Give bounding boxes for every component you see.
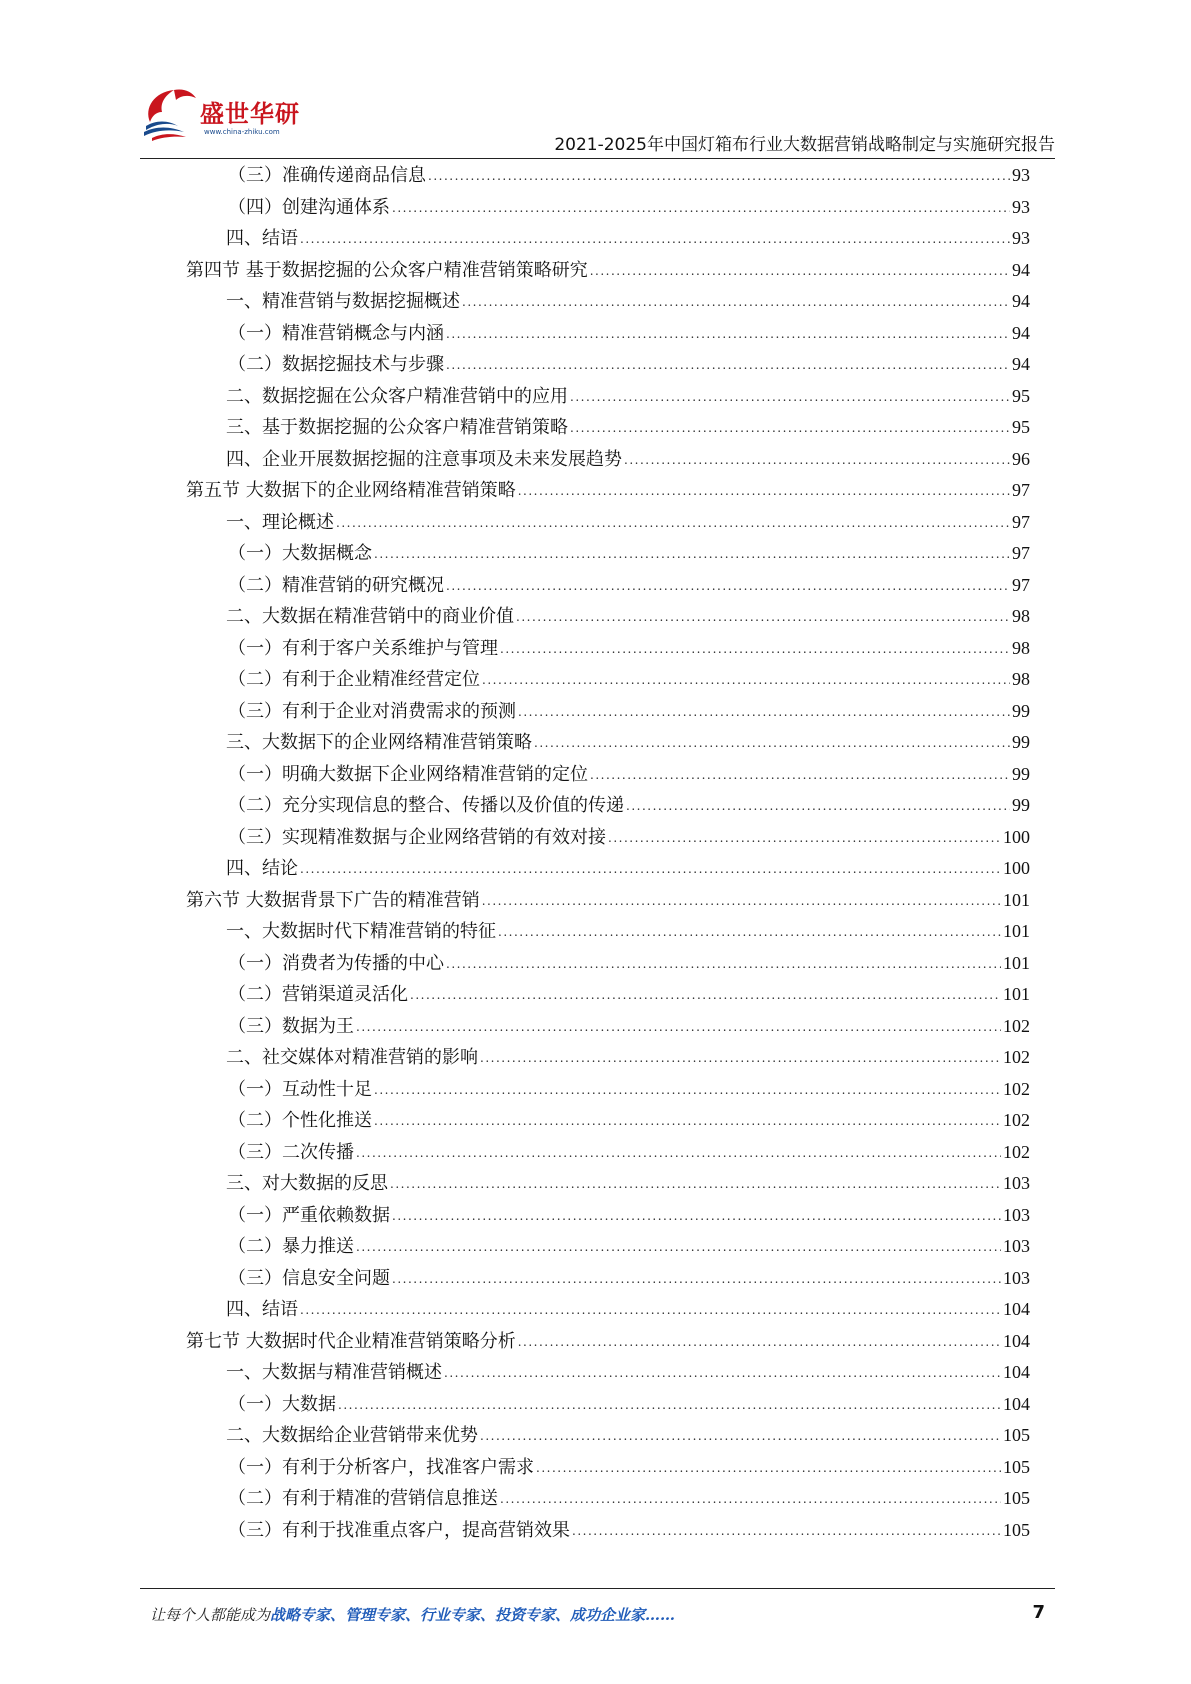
toc-entry-title: （三）二次传播 xyxy=(228,1141,354,1163)
toc-entry[interactable] xyxy=(186,1357,1030,1389)
page-number: 7 xyxy=(1032,1602,1045,1623)
toc-entry-title: （二）个性化推送 xyxy=(228,1110,372,1131)
toc-entry-page: 102 xyxy=(1003,1141,1030,1162)
toc-dot-leader xyxy=(410,980,1001,1012)
toc-entry-title: 四、企业开展数据挖掘的注意事项及未来发展趋势 xyxy=(226,448,622,470)
toc-dot-leader xyxy=(624,445,1010,477)
toc-entry-page: 93 xyxy=(1012,228,1030,248)
toc-entry[interactable] xyxy=(186,223,1030,255)
toc-entry-page: 100 xyxy=(1003,858,1030,878)
footer-slogan xyxy=(150,1604,675,1625)
toc-entry-page: 105 xyxy=(1003,1488,1030,1508)
toc-entry-title: 第四节 基于数据挖掘的公众客户精准营销策略研究 xyxy=(186,259,588,281)
toc-entry-title: （三）准确传递商品信息 xyxy=(228,165,426,186)
page-footer xyxy=(150,1604,1045,1634)
toc-dot-leader xyxy=(500,1484,1001,1516)
toc-entry-page: 97 xyxy=(1012,543,1030,563)
toc-entry-page: 94 xyxy=(1012,259,1030,280)
logo-url: www.china-zhiku.com xyxy=(204,128,280,136)
toc-entry-title: 三、对大数据的反思 xyxy=(226,1173,388,1194)
toc-dot-leader xyxy=(570,382,1010,414)
toc-entry[interactable] xyxy=(186,1326,1030,1358)
toc-entry-page: 105 xyxy=(1003,1425,1030,1445)
toc-entry-title: 一、理论概述 xyxy=(226,511,334,533)
toc-entry[interactable] xyxy=(186,1105,1030,1137)
toc-entry-page: 94 xyxy=(1012,291,1030,311)
toc-entry[interactable] xyxy=(186,381,1030,413)
toc-entry[interactable] xyxy=(186,1011,1030,1043)
toc-entry[interactable] xyxy=(186,853,1030,885)
logo-emblem-icon xyxy=(140,82,202,144)
toc-entry-title: （一）严重依赖数据 xyxy=(228,1204,390,1226)
toc-entry-page: 95 xyxy=(1012,385,1030,406)
toc-dot-leader xyxy=(446,949,1001,981)
toc-dot-leader xyxy=(534,728,1010,760)
toc-dot-leader xyxy=(518,476,1010,508)
toc-entry-title: （三）实现精准数据与企业网络营销的有效对接 xyxy=(228,826,606,848)
table-of-contents xyxy=(186,160,1030,1546)
toc-entry-page: 101 xyxy=(1003,889,1030,910)
toc-entry-title: （一）大数据 xyxy=(228,1393,336,1415)
toc-dot-leader xyxy=(500,634,1010,666)
toc-dot-leader xyxy=(446,319,1010,351)
toc-dot-leader xyxy=(390,1169,1001,1201)
toc-dot-leader xyxy=(300,224,1010,256)
toc-entry-title: 二、大数据在精准营销中的商业价值 xyxy=(226,606,514,627)
toc-entry[interactable] xyxy=(186,1200,1030,1232)
toc-dot-leader xyxy=(480,1421,1001,1453)
toc-dot-leader xyxy=(374,1075,1001,1107)
toc-entry-title: 第六节 大数据背景下广告的精准营销 xyxy=(186,889,480,911)
toc-entry-title: （一）大数据概念 xyxy=(228,543,372,564)
toc-entry[interactable] xyxy=(186,885,1030,917)
toc-entry-title: （二）暴力推送 xyxy=(228,1236,354,1257)
toc-entry[interactable] xyxy=(186,1294,1030,1326)
toc-entry-title: （二）充分实现信息的整合、传播以及价值的传递 xyxy=(228,795,624,816)
toc-entry[interactable] xyxy=(186,318,1030,350)
toc-entry[interactable] xyxy=(186,1263,1030,1295)
toc-entry-title: 四、结语 xyxy=(226,228,298,249)
toc-entry[interactable] xyxy=(186,727,1030,759)
toc-entry-page: 98 xyxy=(1012,669,1030,689)
toc-entry[interactable] xyxy=(186,1420,1030,1452)
toc-dot-leader xyxy=(374,539,1010,571)
toc-entry-page: 101 xyxy=(1003,921,1030,941)
toc-entry-title: （三）有利于企业对消费需求的预测 xyxy=(228,700,516,722)
toc-dot-leader xyxy=(608,823,1001,855)
toc-entry-page: 103 xyxy=(1003,1173,1030,1193)
toc-entry-title: （一）明确大数据下企业网络精准营销的定位 xyxy=(228,763,588,785)
toc-entry[interactable] xyxy=(186,286,1030,318)
toc-entry[interactable] xyxy=(186,759,1030,791)
toc-entry-title: （一）有利于分析客户，找准客户需求 xyxy=(228,1456,534,1478)
toc-dot-leader xyxy=(444,1358,1001,1390)
toc-dot-leader xyxy=(572,1516,1001,1548)
toc-entry-title: （二）有利于企业精准经营定位 xyxy=(228,669,480,690)
toc-dot-leader xyxy=(392,1264,1001,1296)
toc-entry-page: 93 xyxy=(1012,196,1030,217)
toc-entry[interactable] xyxy=(186,412,1030,444)
toc-entry-title: （二）精准营销的研究概况 xyxy=(228,574,444,596)
toc-entry[interactable] xyxy=(186,192,1030,224)
toc-entry-page: 103 xyxy=(1003,1204,1030,1225)
toc-dot-leader xyxy=(336,508,1010,540)
toc-entry-title: 二、社交媒体对精准营销的影响 xyxy=(226,1047,478,1068)
toc-dot-leader xyxy=(498,917,1001,949)
toc-entry[interactable] xyxy=(186,507,1030,539)
toc-entry[interactable] xyxy=(186,1452,1030,1484)
toc-entry-page: 98 xyxy=(1012,637,1030,658)
toc-dot-leader xyxy=(570,413,1010,445)
toc-dot-leader xyxy=(590,760,1010,792)
toc-entry-page: 94 xyxy=(1012,322,1030,343)
toc-entry[interactable] xyxy=(186,1074,1030,1106)
toc-entry-page: 104 xyxy=(1003,1299,1030,1319)
company-logo xyxy=(140,82,320,144)
toc-entry-title: （一）精准营销概念与内涵 xyxy=(228,322,444,344)
toc-entry-title: 三、大数据下的企业网络精准营销策略 xyxy=(226,732,532,753)
toc-entry[interactable] xyxy=(186,664,1030,696)
toc-dot-leader xyxy=(482,886,1001,918)
toc-dot-leader xyxy=(428,161,1010,193)
toc-entry-title: 第七节 大数据时代企业精准营销策略分析 xyxy=(186,1330,516,1352)
toc-entry-title: （二）有利于精准的营销信息推送 xyxy=(228,1488,498,1509)
toc-entry-title: 一、大数据时代下精准营销的特征 xyxy=(226,921,496,942)
toc-entry-page: 97 xyxy=(1012,574,1030,595)
toc-dot-leader xyxy=(356,1138,1001,1170)
toc-dot-leader xyxy=(446,350,1010,382)
toc-entry-page: 99 xyxy=(1012,700,1030,721)
toc-entry-title: 三、基于数据挖掘的公众客户精准营销策略 xyxy=(226,417,568,438)
footer-slogan-highlight: 战略专家、管理专家、行业专家、投资专家、成功企业家…… xyxy=(270,1606,676,1624)
toc-entry-title: （三）信息安全问题 xyxy=(228,1267,390,1289)
toc-dot-leader xyxy=(518,697,1010,729)
report-title: 2021-2025年中国灯箱布行业大数据营销战略制定与实施研究报告 xyxy=(554,135,1055,155)
toc-entry-title: （二）营销渠道灵活化 xyxy=(228,984,408,1005)
toc-entry-title: 四、结论 xyxy=(226,858,298,879)
toc-entry-title: 二、数据挖掘在公众客户精准营销中的应用 xyxy=(226,385,568,407)
toc-entry-title: 四、结语 xyxy=(226,1299,298,1320)
toc-entry-page: 94 xyxy=(1012,354,1030,374)
toc-entry[interactable] xyxy=(186,916,1030,948)
toc-entry-page: 102 xyxy=(1003,1047,1030,1067)
toc-entry[interactable] xyxy=(186,570,1030,602)
toc-entry[interactable] xyxy=(186,160,1030,192)
toc-entry[interactable] xyxy=(186,601,1030,633)
toc-dot-leader xyxy=(392,1201,1001,1233)
toc-entry-page: 103 xyxy=(1003,1236,1030,1256)
toc-dot-leader xyxy=(356,1232,1001,1264)
toc-entry[interactable] xyxy=(186,349,1030,381)
toc-entry-title: （三）有利于找准重点客户，提高营销效果 xyxy=(228,1519,570,1541)
footer-slogan-prefix: 让每个人都能成为 xyxy=(150,1606,271,1624)
logo-name: 盛世华研 xyxy=(200,100,300,128)
toc-dot-leader xyxy=(446,571,1010,603)
toc-dot-leader xyxy=(374,1106,1001,1138)
toc-entry-page: 103 xyxy=(1003,1267,1030,1288)
toc-entry[interactable] xyxy=(186,822,1030,854)
toc-entry-title: 第五节 大数据下的企业网络精准营销策略 xyxy=(186,480,516,501)
footer-divider xyxy=(140,1588,1055,1589)
toc-entry[interactable] xyxy=(186,1168,1030,1200)
toc-entry[interactable] xyxy=(186,1515,1030,1547)
toc-entry-page: 105 xyxy=(1003,1519,1030,1540)
toc-entry[interactable] xyxy=(186,1483,1030,1515)
toc-entry[interactable] xyxy=(186,948,1030,980)
toc-entry-title: （一）有利于客户关系维护与管理 xyxy=(228,637,498,659)
toc-entry[interactable] xyxy=(186,475,1030,507)
toc-entry-page: 101 xyxy=(1003,952,1030,973)
toc-dot-leader xyxy=(356,1012,1001,1044)
toc-entry-page: 104 xyxy=(1003,1393,1030,1414)
toc-entry-page: 99 xyxy=(1012,795,1030,815)
toc-entry[interactable] xyxy=(186,1137,1030,1169)
toc-entry-title: 二、大数据给企业营销带来优势 xyxy=(226,1425,478,1446)
toc-dot-leader xyxy=(590,256,1010,288)
toc-dot-leader xyxy=(482,665,1010,697)
toc-entry[interactable] xyxy=(186,633,1030,665)
toc-entry-page: 97 xyxy=(1012,511,1030,532)
toc-entry[interactable] xyxy=(186,444,1030,476)
toc-entry[interactable] xyxy=(186,696,1030,728)
toc-dot-leader xyxy=(300,1295,1001,1327)
toc-entry-page: 99 xyxy=(1012,763,1030,784)
toc-entry[interactable] xyxy=(186,255,1030,287)
toc-dot-leader xyxy=(392,193,1010,225)
toc-dot-leader xyxy=(536,1453,1001,1485)
toc-dot-leader xyxy=(626,791,1010,823)
toc-entry[interactable] xyxy=(186,979,1030,1011)
toc-entry-page: 95 xyxy=(1012,417,1030,437)
header-divider xyxy=(140,158,1055,159)
toc-entry-page: 102 xyxy=(1003,1078,1030,1099)
toc-entry-page: 104 xyxy=(1003,1330,1030,1351)
toc-entry-title: （一）互动性十足 xyxy=(228,1078,372,1100)
toc-entry-title: （三）数据为王 xyxy=(228,1015,354,1037)
toc-entry-page: 102 xyxy=(1003,1110,1030,1130)
toc-entry-page: 105 xyxy=(1003,1456,1030,1477)
page-header xyxy=(140,80,1055,162)
toc-entry-page: 102 xyxy=(1003,1015,1030,1036)
toc-entry-page: 100 xyxy=(1003,826,1030,847)
toc-dot-leader xyxy=(338,1390,1001,1422)
toc-entry-title: 一、精准营销与数据挖掘概述 xyxy=(226,291,460,312)
toc-entry[interactable] xyxy=(186,1389,1030,1421)
toc-entry[interactable] xyxy=(186,538,1030,570)
toc-dot-leader xyxy=(516,602,1010,634)
toc-entry[interactable] xyxy=(186,1042,1030,1074)
toc-dot-leader xyxy=(300,854,1001,886)
toc-dot-leader xyxy=(480,1043,1001,1075)
toc-entry-page: 104 xyxy=(1003,1362,1030,1382)
toc-entry-page: 99 xyxy=(1012,732,1030,752)
toc-entry[interactable] xyxy=(186,1231,1030,1263)
toc-dot-leader xyxy=(518,1327,1001,1359)
toc-entry-page: 93 xyxy=(1012,165,1030,185)
toc-dot-leader xyxy=(462,287,1010,319)
toc-entry-title: （一）消费者为传播的中心 xyxy=(228,952,444,974)
toc-entry-page: 98 xyxy=(1012,606,1030,626)
toc-entry-title: （四）创建沟通体系 xyxy=(228,196,390,218)
toc-entry-page: 97 xyxy=(1012,480,1030,500)
toc-entry-page: 101 xyxy=(1003,984,1030,1004)
toc-entry-title: 一、大数据与精准营销概述 xyxy=(226,1362,442,1383)
toc-entry-title: （二）数据挖掘技术与步骤 xyxy=(228,354,444,375)
toc-entry[interactable] xyxy=(186,790,1030,822)
toc-entry-page: 96 xyxy=(1012,448,1030,469)
